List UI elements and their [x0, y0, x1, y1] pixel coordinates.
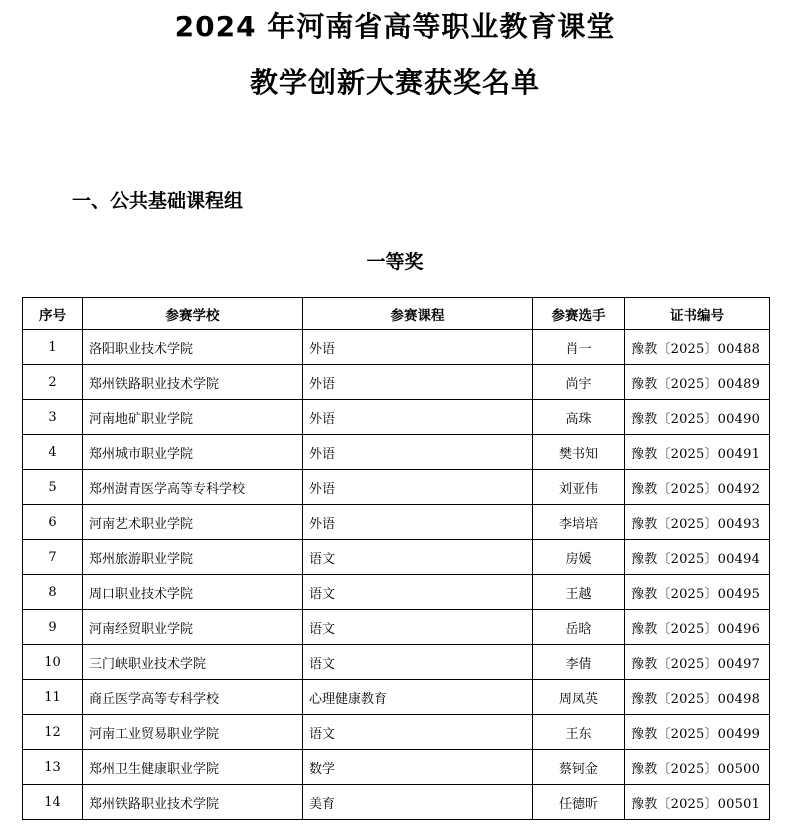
cell-course: 外语	[303, 435, 533, 470]
cell-school: 河南艺术职业学院	[83, 505, 303, 540]
cell-school: 郑州澍青医学高等专科学校	[83, 470, 303, 505]
cell-course: 语文	[303, 715, 533, 750]
header-certificate: 证书编号	[625, 298, 770, 330]
cell-index: 3	[23, 400, 83, 435]
table-row	[23, 505, 770, 540]
cell-school: 洛阳职业技术学院	[83, 330, 303, 365]
cell-school: 河南工业贸易职业学院	[83, 715, 303, 750]
cell-course: 语文	[303, 540, 533, 575]
table-row	[23, 680, 770, 715]
cell-school: 三门峡职业技术学院	[83, 645, 303, 680]
cell-course: 语文	[303, 610, 533, 645]
cell-certificate: 豫教〔2025〕00490	[625, 400, 770, 435]
cell-course: 语文	[303, 575, 533, 610]
table-row	[23, 540, 770, 575]
cell-contestant: 蔡钶金	[533, 750, 625, 785]
cell-contestant: 高珠	[533, 400, 625, 435]
cell-certificate: 豫教〔2025〕00488	[625, 330, 770, 365]
table-row	[23, 715, 770, 750]
cell-index: 10	[23, 645, 83, 680]
cell-index: 5	[23, 470, 83, 505]
header-index: 序号	[23, 298, 83, 330]
cell-contestant: 王东	[533, 715, 625, 750]
table-row	[23, 750, 770, 785]
cell-course: 美育	[303, 785, 533, 820]
cell-certificate: 豫教〔2025〕00494	[625, 540, 770, 575]
cell-certificate: 豫教〔2025〕00500	[625, 750, 770, 785]
cell-course: 心理健康教育	[303, 680, 533, 715]
cell-school: 周口职业技术学院	[83, 575, 303, 610]
table-body	[23, 330, 770, 820]
table-header-row	[23, 298, 770, 330]
cell-certificate: 豫教〔2025〕00493	[625, 505, 770, 540]
header-school: 参赛学校	[83, 298, 303, 330]
table-row	[23, 645, 770, 680]
cell-index: 4	[23, 435, 83, 470]
cell-certificate: 豫教〔2025〕00497	[625, 645, 770, 680]
table-row	[23, 470, 770, 505]
table-row	[23, 610, 770, 645]
cell-certificate: 豫教〔2025〕00498	[625, 680, 770, 715]
cell-contestant: 樊书知	[533, 435, 625, 470]
cell-index: 9	[23, 610, 83, 645]
cell-contestant: 肖一	[533, 330, 625, 365]
cell-contestant: 周凤英	[533, 680, 625, 715]
cell-index: 2	[23, 365, 83, 400]
cell-school: 郑州铁路职业技术学院	[83, 785, 303, 820]
cell-index: 6	[23, 505, 83, 540]
cell-index: 14	[23, 785, 83, 820]
cell-certificate: 豫教〔2025〕00492	[625, 470, 770, 505]
table-row	[23, 330, 770, 365]
cell-certificate: 豫教〔2025〕00496	[625, 610, 770, 645]
cell-index: 13	[23, 750, 83, 785]
cell-course: 外语	[303, 470, 533, 505]
cell-index: 7	[23, 540, 83, 575]
cell-school: 商丘医学高等专科学校	[83, 680, 303, 715]
cell-certificate: 豫教〔2025〕00491	[625, 435, 770, 470]
cell-index: 12	[23, 715, 83, 750]
cell-index: 8	[23, 575, 83, 610]
cell-course: 语文	[303, 645, 533, 680]
cell-contestant: 任德昕	[533, 785, 625, 820]
table-row	[23, 575, 770, 610]
cell-course: 外语	[303, 400, 533, 435]
table-row	[23, 365, 770, 400]
header-contestant: 参赛选手	[533, 298, 625, 330]
document-title-line2: 教学创新大赛获奖名单	[249, 66, 540, 99]
section-heading: 一、公共基础课程组	[72, 190, 244, 212]
cell-course: 外语	[303, 365, 533, 400]
award-level-heading: 一等奖	[366, 251, 424, 273]
cell-school: 郑州铁路职业技术学院	[83, 365, 303, 400]
cell-contestant: 李倩	[533, 645, 625, 680]
cell-index: 1	[23, 330, 83, 365]
cell-course: 外语	[303, 330, 533, 365]
table-row	[23, 785, 770, 820]
cell-contestant: 刘亚伟	[533, 470, 625, 505]
cell-index: 11	[23, 680, 83, 715]
table-row	[23, 400, 770, 435]
cell-certificate: 豫教〔2025〕00499	[625, 715, 770, 750]
cell-contestant: 岳晗	[533, 610, 625, 645]
cell-school: 河南经贸职业学院	[83, 610, 303, 645]
header-course: 参赛课程	[303, 298, 533, 330]
cell-school: 郑州卫生健康职业学院	[83, 750, 303, 785]
cell-contestant: 尚宇	[533, 365, 625, 400]
award-table	[22, 297, 770, 820]
cell-school: 郑州旅游职业学院	[83, 540, 303, 575]
cell-contestant: 房媛	[533, 540, 625, 575]
table-row	[23, 435, 770, 470]
cell-contestant: 李培培	[533, 505, 625, 540]
cell-certificate: 豫教〔2025〕00495	[625, 575, 770, 610]
document-title-line1: 2024 年河南省高等职业教育课堂	[174, 10, 616, 43]
cell-certificate: 豫教〔2025〕00501	[625, 785, 770, 820]
cell-school: 河南地矿职业学院	[83, 400, 303, 435]
cell-certificate: 豫教〔2025〕00489	[625, 365, 770, 400]
cell-course: 数学	[303, 750, 533, 785]
cell-contestant: 王越	[533, 575, 625, 610]
cell-school: 郑州城市职业学院	[83, 435, 303, 470]
cell-course: 外语	[303, 505, 533, 540]
